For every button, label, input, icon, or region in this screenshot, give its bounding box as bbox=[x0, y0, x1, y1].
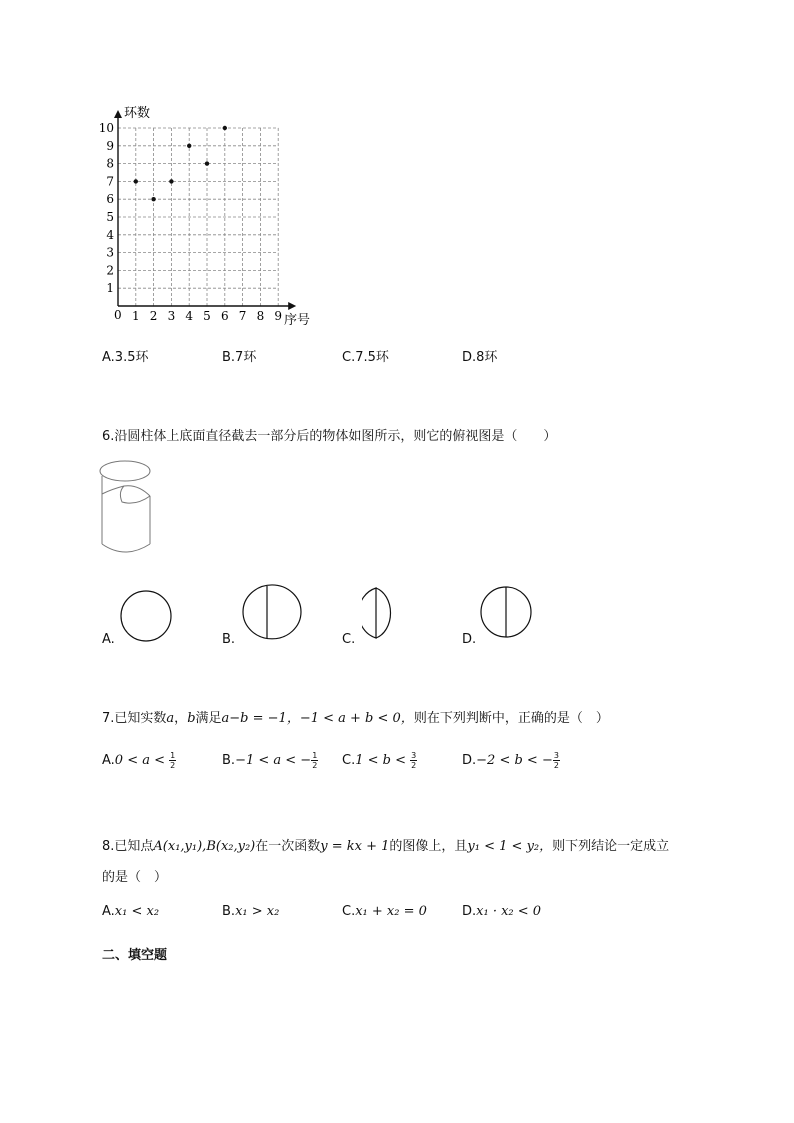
q8-option-d[interactable] bbox=[462, 904, 541, 919]
q8-opt-a-label: A. bbox=[102, 904, 115, 919]
q8-func: y = kx + 1 bbox=[320, 839, 390, 854]
frac-den: 2 bbox=[411, 761, 417, 770]
y-tick-label: 3 bbox=[106, 245, 114, 260]
section-title: 二、填空题 bbox=[102, 948, 168, 963]
q7-option-d[interactable] bbox=[462, 751, 560, 770]
data-point bbox=[134, 179, 138, 183]
scatter-chart bbox=[90, 100, 320, 330]
x-tick-label: 7 bbox=[238, 309, 247, 323]
q6-option-c-label[interactable]: C. bbox=[342, 632, 356, 647]
data-point bbox=[151, 197, 155, 201]
q7-option-a[interactable] bbox=[102, 751, 176, 770]
y-axis-label: 环数 bbox=[124, 106, 151, 121]
fraction bbox=[311, 751, 318, 770]
x-tick-label: 1 bbox=[131, 309, 140, 323]
x-tick-label: 2 bbox=[149, 309, 158, 323]
chart-ticks bbox=[99, 121, 282, 323]
q8-point-a: A(x₁,y₁), bbox=[153, 839, 207, 854]
x-tick-label: 8 bbox=[256, 309, 265, 323]
q8-option-c[interactable] bbox=[342, 904, 427, 919]
q7-opt-a-label: A. bbox=[102, 753, 115, 768]
q7-suffix: 则在下列判断中，正确的是（ ） bbox=[413, 711, 609, 726]
y-tick-label: 6 bbox=[106, 192, 114, 207]
q8-opt-b-label: B. bbox=[222, 904, 236, 919]
q8-opt-d-label: D. bbox=[462, 904, 477, 919]
q7-option-c[interactable] bbox=[342, 751, 417, 770]
chart-grid bbox=[118, 128, 278, 306]
q6-option-a-label[interactable]: A. bbox=[102, 632, 115, 647]
q7-option-b[interactable] bbox=[222, 751, 318, 770]
frac-den: 2 bbox=[170, 761, 176, 770]
q7-opt-b-label: B. bbox=[222, 753, 236, 768]
data-point bbox=[223, 126, 227, 130]
q7-mid: 满足 bbox=[195, 711, 222, 726]
data-point bbox=[169, 179, 173, 183]
circle-icon[interactable] bbox=[119, 589, 173, 643]
y-tick-label: 1 bbox=[106, 281, 114, 296]
q8-opt-c-label: C. bbox=[342, 904, 356, 919]
q8-opt-b-expr: x₁ > x₂ bbox=[235, 904, 280, 919]
q7-cond2: −1 < a + b < 0， bbox=[299, 711, 414, 726]
fraction bbox=[410, 751, 417, 770]
q5-option-a[interactable]: A.3.5环 bbox=[102, 350, 149, 365]
q8-option-a[interactable] bbox=[102, 904, 159, 919]
chart-axes bbox=[114, 110, 296, 310]
q7-sep: ， bbox=[174, 711, 188, 726]
narrow-lens-icon[interactable] bbox=[362, 586, 396, 640]
x-tick-label: 3 bbox=[167, 309, 176, 323]
q8-prefix: 8.已知点 bbox=[102, 839, 154, 854]
q7-prefix: 7.已知实数 bbox=[102, 711, 167, 726]
y-tick-label: 2 bbox=[106, 263, 114, 278]
q5-option-d[interactable]: D.8环 bbox=[462, 350, 498, 365]
q7-var-a: a bbox=[166, 711, 175, 726]
q5-option-c[interactable]: C.7.5环 bbox=[342, 350, 389, 365]
y-tick-label: 8 bbox=[106, 156, 114, 171]
q7-stem bbox=[102, 707, 609, 726]
y-tick-label: 4 bbox=[106, 227, 114, 242]
y-tick-label: 7 bbox=[106, 174, 114, 189]
circle-with-diameter-icon[interactable] bbox=[478, 584, 534, 640]
q7-opt-c-expr: 1 < b < bbox=[355, 753, 406, 768]
y-axis-arrow bbox=[114, 110, 122, 118]
fraction bbox=[169, 751, 176, 770]
q8-opt-a-expr: x₁ < x₂ bbox=[114, 904, 160, 919]
q8-opt-c-expr: x₁ + x₂ = 0 bbox=[355, 904, 427, 919]
q8-ineq: y₁ < 1 < y₂， bbox=[467, 839, 553, 854]
q6-option-d-label[interactable]: D. bbox=[462, 632, 477, 647]
y-tick-label: 10 bbox=[98, 121, 114, 135]
q8-mid: 在一次函数 bbox=[255, 839, 321, 854]
q8-stem-line1 bbox=[102, 835, 669, 854]
data-point bbox=[187, 144, 191, 148]
x-axis-arrow bbox=[288, 302, 296, 310]
frac-num: 1 bbox=[170, 751, 176, 760]
cylinder-figure bbox=[98, 456, 158, 558]
x-tick-label: 5 bbox=[203, 309, 211, 323]
q7-opt-a-expr: 0 < a < bbox=[114, 753, 166, 768]
q5-option-b[interactable]: B.7环 bbox=[222, 350, 257, 365]
q8-option-b[interactable] bbox=[222, 904, 279, 919]
q7-opt-b-expr: −1 < a < − bbox=[235, 753, 312, 768]
q6-stem: 6.沿圆柱体上底面直径截去一部分后的物体如图所示，则它的俯视图是（ ） bbox=[102, 429, 557, 444]
q8-suffix: 则下列结论一定成立 bbox=[552, 839, 670, 854]
x-tick-label: 4 bbox=[185, 309, 194, 323]
origin-label: 0 bbox=[114, 308, 122, 322]
circle-with-offset-chord-icon[interactable] bbox=[240, 584, 304, 640]
q7-cond1: a−b = −1， bbox=[221, 711, 300, 726]
fraction bbox=[553, 751, 560, 770]
q7-opt-d-label: D. bbox=[462, 753, 477, 768]
y-tick-label: 5 bbox=[106, 210, 114, 224]
frac-den: 2 bbox=[312, 761, 318, 770]
q7-opt-d-expr: −2 < b < − bbox=[476, 753, 553, 768]
data-point bbox=[205, 161, 209, 165]
q8-opt-d-expr: x₁ · x₂ < 0 bbox=[476, 904, 542, 919]
frac-num: 3 bbox=[411, 751, 417, 760]
x-tick-label: 9 bbox=[274, 309, 283, 323]
x-axis-label: 序号 bbox=[284, 313, 311, 328]
q6-option-b-label[interactable]: B. bbox=[222, 632, 236, 647]
y-tick-label: 9 bbox=[106, 138, 114, 153]
x-tick-label: 6 bbox=[220, 309, 229, 323]
q7-opt-c-label: C. bbox=[342, 753, 356, 768]
frac-num: 1 bbox=[312, 751, 318, 760]
q8-mid2: 的图像上，且 bbox=[389, 839, 468, 854]
q8-point-b: B(x₂,y₂) bbox=[206, 839, 256, 854]
q7-var-b: b bbox=[187, 711, 196, 726]
frac-den: 2 bbox=[553, 761, 559, 770]
q8-stem-line2: 的是（ ） bbox=[102, 870, 168, 885]
frac-num: 3 bbox=[553, 751, 559, 760]
